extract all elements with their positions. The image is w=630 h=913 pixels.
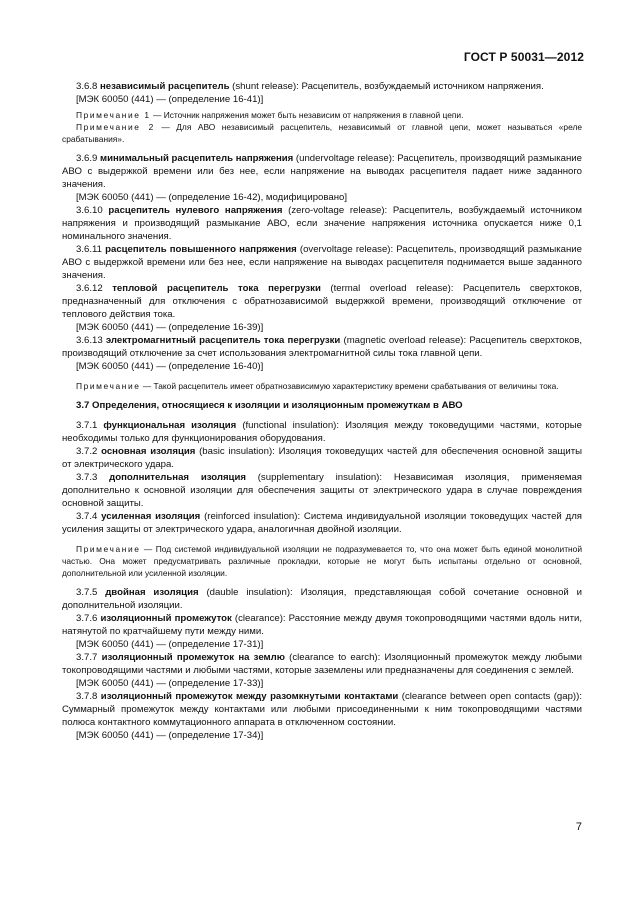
definition-3-6-8: 3.6.8 независимый расцепитель (shunt release): Расцепитель, возбуждаемый источником напряжения. [76,81,544,92]
definition-3-7-2: 3.7.2 основная изоляция (basic insulation): Изоляция токоведущих частей для обеспечения основной защиты от электрического удара. [62,446,582,470]
reference: [МЭК 60050 (441) — (определение 17-33)] [76,678,264,689]
definition-3-7-7: 3.7.7 изоляционный промежуток на землю (clearance to earch): Изоляционный промежуток между любыми токопроводящими частями и любыми частями, которые заземлены или предназначены для соединения с землей. [62,652,582,676]
definition-3-6-13: 3.6.13 электромагнитный расцепитель тока перегрузки (magnetic overload release): Расцепитель сверхтоков, производящий отключение за счет использования электромагнитной силы тока главной цепи. [62,335,582,359]
term: расцепитель повышенного напряжения [105,244,297,255]
definition-3-7-8: 3.7.8 изоляционный промежуток между разомкнутыми контактами (clearance between open contacts (gap)): Суммарный промежуток между контактами или любыми присоединенными к ним токопроводящими частями полюса контактного коммутационного аппарата в отключенном состоянии. [62,691,582,728]
definition-3-7-3: 3.7.3 дополнительная изоляция (supplementary insulation): Независимая изоляция, применяемая дополнительно к основной изоляции для обеспечения защиты от электрического удара в случае повреждения основной защиты. [62,472,582,509]
term: двойная изоляция [105,587,199,598]
definition-3-6-11: 3.6.11 расцепитель повышенного напряжения (overvoltage release): Расцепитель, производящий размыкание АВО с выдержкой времени или без нее, если напряжение на выводах расцепителя поднимается выше заданного значения. [62,244,582,281]
standard-header: ГОСТ Р 50031—2012 [463,50,584,64]
note: Примечание — Под системой индивидуальной изоляции не подразумевается то, что она может быть единой монолитной частью. Она может предусматривать различные прокладки, которые не могут быть испытаны отдельно от основной, дополнительной или усиленной изоляции. [62,544,582,578]
note: Примечание — Такой расцепитель имеет обратнозависимую характеристику времени срабатывания от величины тока. [76,381,559,391]
section-heading: 3.7 Определения, относящиеся к изоляции и изоляционным промежуткам в АВО [76,400,463,411]
definition-3-7-1: 3.7.1 функциональная изоляция (functional insulation): Изоляция между токоведущими частями, которые необходимы только для функционирования оборудования. [62,420,582,444]
term: тепловой расцепитель тока перегрузки [112,283,321,294]
document-body [62,80,582,742]
term: изоляционный промежуток [100,613,232,624]
reference: [МЭК 60050 (441) — (определение 17-34)] [76,730,264,741]
reference: [МЭК 60050 (441) — (определение 16-40)] [76,361,264,372]
reference: [МЭК 60050 (441) — (определение 16-42), модифицировано] [76,192,348,203]
term: электромагнитный расцепитель тока перегрузки [105,335,341,346]
term: усиленная изоляция [101,511,201,522]
note-1: Примечание 1 — Источник напряжения может быть независим от напряжения в главной цепи. [76,110,464,120]
definition-3-6-10: 3.6.10 расцепитель нулевого напряжения (zero-voltage release): Расцепитель, возбуждаемый источником напряжения и производящий размыкание АВО, если значение напряжения источника опускается ниже 0,1 номинального значения. [62,205,583,242]
reference: [МЭК 60050 (441) — (определение 17-31)] [76,639,264,650]
term: изоляционный промежуток на землю [101,652,285,663]
reference: [МЭК 60050 (441) — (определение 16-41)] [76,94,264,105]
term: дополнительная изоляция [109,472,246,483]
definition-3-6-9: 3.6.9 минимальный расцепитель напряжения (undervoltage release): Расцепитель, производящий размыкание АВО с выдержкой времени или без нее, если напряжение на выводах расцепителя падает ниже заданного значения. [62,153,582,190]
term: минимальный расцепитель напряжения [100,153,294,164]
definition-3-6-12: 3.6.12 тепловой расцепитель тока перегрузки (termal overload release): Расцепитель сверхтоков, предназначенный для отключения с обратнозависимой выдержкой времени, производящий отключение от теплового действия тока. [62,283,582,320]
definition-3-7-5: 3.7.5 двойная изоляция (dauble insulation): Изоляция, представляющая собой сочетание основной и дополнительной изоляции. [62,587,582,611]
term: изоляционный промежуток между разомкнутыми контактами [100,691,399,702]
page-number: 7 [575,821,582,833]
term: независимый расцепитель [100,81,230,92]
reference: [МЭК 60050 (441) — (определение 16-39)] [76,322,264,333]
definition-3-7-6: 3.7.6 изоляционный промежуток (clearance): Расстояние между двумя токопроводящими частями вдоль нити, натянутой по кратчайшему пути между ними. [62,613,582,637]
term: функциональная изоляция [103,420,237,431]
term: расцепитель нулевого напряжения [108,205,283,216]
definition-3-7-4: 3.7.4 усиленная изоляция (reinforced insulation): Система индивидуальной изоляции токоведущих частей для усиления защиты от электрического удара, аналогичная двойной изоляции. [62,511,582,535]
term: основная изоляция [101,446,196,457]
note-2: Примечание 2 — Для АВО независимый расцепитель, независимый от главной цепи, может называться «реле срабатывания». [62,122,582,144]
